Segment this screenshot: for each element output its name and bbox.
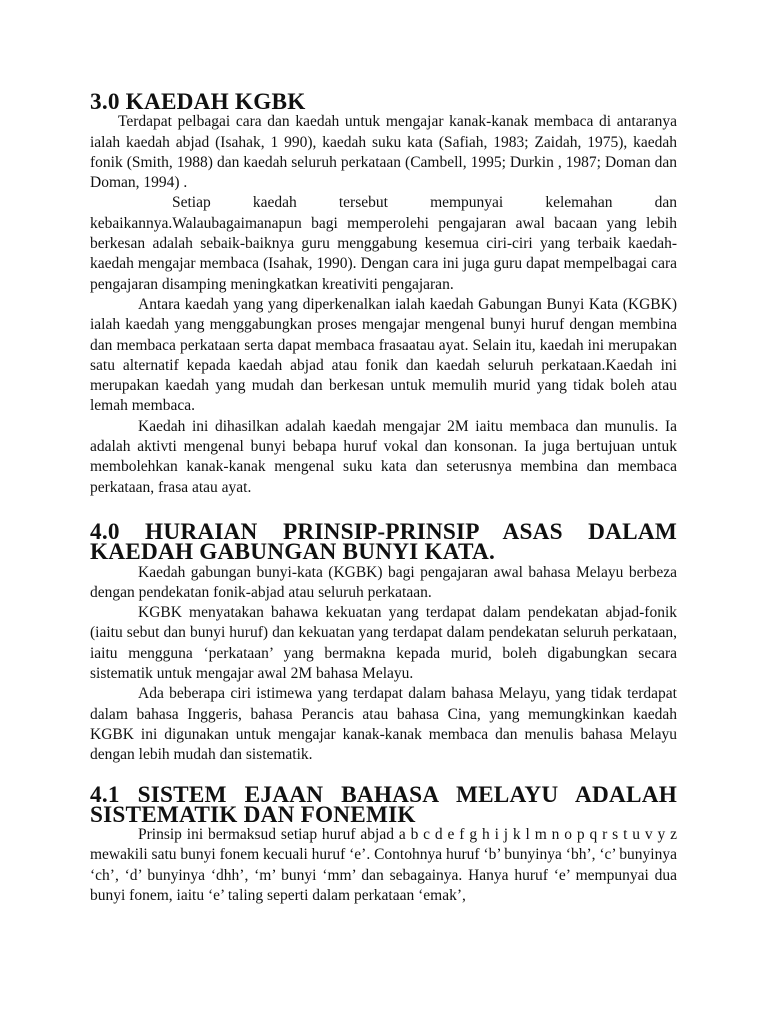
- paragraph: Prinsip ini bermaksud setiap huruf abjad a b c d e f g h i j k l m n o p q r s t u v y z mewakili satu bunyi fonem kecuali huruf ‘e’. Contohnya huruf ‘b’ bunyinya ‘bh’, ‘c’ bunyinya ‘ch’, ‘d’ bunyinya ‘dhh’, ‘m’ bunyi ‘mm’ dan sebagainya. Hanya huruf ‘e’ mempunyai dua bunyi fonem, iaitu ‘e’ taling seperti dalam perkataan ‘emak’,: [90, 826, 677, 904]
- paragraph: Terdapat pelbagai cara dan kaedah untuk mengajar kanak-kanak membaca di antaranya ialah kaedah abjad (Isahak, 1 990), kaedah suku kata (Safiah, 1983; Zaidah, 1975), kaedah fonik (Smith, 1988) dan kaedah seluruh perkataan (Cambell, 1995; Durkin , 1987; Doman dan Doman, 1994) .: [90, 113, 677, 192]
- paragraph: KGBK menyatakan bahawa kekuatan yang terdapat dalam pendekatan abjad-fonik (iaitu sebut dan bunyi huruf) dan kekuatan yang terdapat dalam pendekatan seluruh perkataan, iaitu mengguna ‘perkataan’ yang bermakna kepada murid, boleh digabungkan secara sistematik untuk mengajar awal 2M bahasa Melayu.: [90, 604, 677, 683]
- paragraph: Kaedah ini dihasilkan adalah kaedah mengajar 2M iaitu membaca dan munulis. Ia adalah aktivti mengenal bunyi bebapa huruf vokal dan konsonan. Ia juga bertujuan untuk membolehkan kanak-kanak mengenal suku kata dan seterusnya membina dan membaca perkataan, frasa atau ayat.: [90, 417, 677, 496]
- document-page: [90, 89, 677, 906]
- section-3-heading: 3.0 KAEDAH KGBK: [90, 89, 306, 115]
- paragraph: Antara kaedah yang yang diperkenalkan ialah kaedah Gabungan Bunyi Kata (KGBK) ialah kaedah yang menggabungkan proses mengajar mengenal bunyi huruf dengan membina dan membaca perkataan serta dapat membaca frasaatau ayat. Selain itu, kaedah ini merupakan satu alternatif kepada kaedah abjad atau fonik dan kaedah seluruh perkataan.Kaedah ini merupakan kaedah yang mudah dan berkesan untuk memulih murid yang tidak boleh atau lemah membaca.: [90, 295, 677, 415]
- paragraph: Kaedah gabungan bunyi-kata (KGBK) bagi pengajaran awal bahasa Melayu berbeza dengan pendekatan fonik-abjad atau seluruh perkataan.: [90, 563, 677, 601]
- paragraph: Setiap kaedah tersebut mempunyai kelemahan dan kebaikannya.Walaubagaimanapun bagi memperolehi pengajaran awal bacaan yang lebih berkesan adalah sebaik-baiknya guru menggabung kesemua ciri-ciri yang terbaik kaedah-kaedah mengajar membaca (Isahak, 1990). Dengan cara ini juga guru dapat mempelbagai cara pengajaran disamping meningkatkan kreativiti pengajaran.: [90, 194, 677, 293]
- paragraph: Ada beberapa ciri istimewa yang terdapat dalam bahasa Melayu, yang tidak terdapat dalam bahasa Inggeris, bahasa Perancis atau bahasa Cina, yang memungkinkan kaedah KGBK ini digunakan untuk mengajar kanak-kanak membaca dan menulis bahasa Melayu dengan lebih mudah dan sistematik.: [90, 685, 677, 764]
- section-4-1-heading: 4.1 SISTEM EJAAN BAHASA MELAYU ADALAH SISTEMATIK DAN FONEMIK: [90, 781, 677, 828]
- section-4-heading: 4.0 HURAIAN PRINSIP-PRINSIP ASAS DALAM KAEDAH GABUNGAN BUNYI KATA.: [90, 518, 677, 566]
